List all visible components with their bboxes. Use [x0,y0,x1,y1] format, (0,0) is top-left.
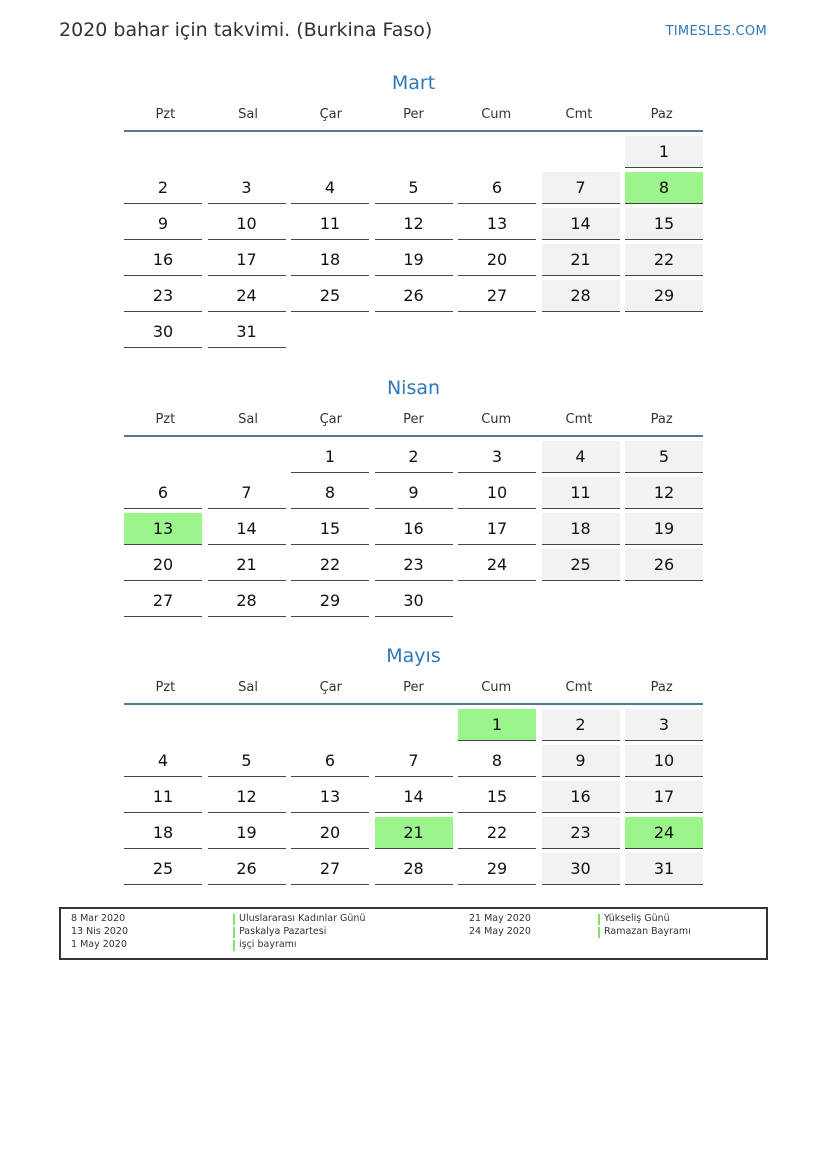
legend-date: 21 May 2020 [469,913,531,924]
day-cell[interactable]: 12 [208,781,286,813]
day-cell[interactable]: 30 [542,853,620,885]
day-cell[interactable]: 3 [458,441,536,473]
weekday-label: Sal [238,106,258,122]
holiday-day-cell[interactable]: 24 [625,817,703,849]
day-cell[interactable]: 5 [375,172,453,204]
legend-color-bar [598,914,600,925]
day-cell[interactable]: 28 [542,280,620,312]
day-cell[interactable]: 7 [375,745,453,777]
day-cell[interactable]: 9 [375,477,453,509]
day-cell[interactable]: 24 [208,280,286,312]
day-cell[interactable]: 30 [124,316,202,348]
day-cell[interactable]: 10 [625,745,703,777]
day-cell[interactable]: 11 [291,208,369,240]
day-cell[interactable]: 29 [625,280,703,312]
legend-name: Paskalya Pazartesi [239,926,327,937]
day-cell[interactable]: 18 [124,817,202,849]
day-cell[interactable]: 14 [542,208,620,240]
legend-name: Uluslararası Kadınlar Günü [239,913,366,924]
day-cell[interactable]: 16 [375,513,453,545]
day-cell[interactable]: 29 [291,585,369,617]
day-cell[interactable]: 19 [208,817,286,849]
legend-date: 13 Nis 2020 [71,926,128,937]
day-cell[interactable]: 11 [124,781,202,813]
day-cell[interactable]: 26 [625,549,703,581]
day-cell[interactable]: 31 [625,853,703,885]
day-cell[interactable]: 10 [208,208,286,240]
day-cell[interactable]: 20 [124,549,202,581]
day-grid [124,709,703,885]
legend-color-bar [598,927,600,938]
holiday-legend [59,907,768,960]
weekday-label: Per [403,411,424,427]
empty-cell [375,136,453,168]
day-cell[interactable]: 25 [542,549,620,581]
empty-cell [124,136,202,168]
weekday-label: Paz [650,411,673,427]
day-cell[interactable]: 14 [208,513,286,545]
day-cell[interactable]: 29 [458,853,536,885]
day-cell[interactable]: 18 [542,513,620,545]
legend-color-bar [233,940,235,951]
day-cell[interactable]: 24 [458,549,536,581]
day-grid [124,441,703,617]
day-cell[interactable]: 8 [291,477,369,509]
day-cell[interactable]: 3 [208,172,286,204]
day-cell[interactable]: 26 [375,280,453,312]
day-cell[interactable]: 20 [291,817,369,849]
legend-name: işçi bayramı [239,939,297,950]
day-cell[interactable]: 22 [291,549,369,581]
weekday-label: Cum [481,106,512,122]
header-separator [124,130,703,132]
day-cell[interactable]: 4 [291,172,369,204]
empty-cell [208,136,286,168]
day-cell[interactable]: 22 [458,817,536,849]
day-cell[interactable]: 15 [458,781,536,813]
weekday-label: Pzt [155,411,176,427]
day-grid [124,136,703,348]
holiday-day-cell[interactable]: 1 [458,709,536,741]
day-cell[interactable]: 26 [208,853,286,885]
weekday-label: Per [403,106,424,122]
day-cell[interactable]: 4 [542,441,620,473]
holiday-day-cell[interactable]: 8 [625,172,703,204]
day-cell[interactable]: 20 [458,244,536,276]
day-cell[interactable]: 3 [625,709,703,741]
month-title: Mart [391,72,436,94]
day-cell[interactable]: 23 [124,280,202,312]
day-cell[interactable]: 5 [208,745,286,777]
day-cell[interactable]: 13 [291,781,369,813]
empty-cell [542,136,620,168]
month-april [124,373,703,617]
day-cell[interactable]: 12 [375,208,453,240]
day-cell[interactable]: 10 [458,477,536,509]
legend-name: Yükseliş Günü [604,913,670,924]
day-cell[interactable]: 16 [542,781,620,813]
day-cell[interactable]: 17 [625,781,703,813]
weekday-label: Cum [481,411,512,427]
day-cell[interactable]: 14 [375,781,453,813]
weekday-label: Çar [319,679,342,695]
weekday-label: Çar [319,411,342,427]
day-cell[interactable]: 28 [208,585,286,617]
day-cell[interactable]: 25 [124,853,202,885]
empty-cell [291,709,369,741]
day-cell[interactable]: 18 [291,244,369,276]
month-title: Mayıs [386,645,441,667]
legend-date: 24 May 2020 [469,926,531,937]
day-cell[interactable]: 27 [458,280,536,312]
day-cell[interactable]: 31 [208,316,286,348]
weekday-label: Cmt [565,106,593,122]
day-cell[interactable]: 15 [291,513,369,545]
day-cell[interactable]: 22 [625,244,703,276]
weekday-label: Cmt [565,679,593,695]
day-cell[interactable]: 7 [542,172,620,204]
month-march [124,68,703,348]
weekday-label: Sal [238,411,258,427]
holiday-day-cell[interactable]: 21 [375,817,453,849]
day-cell[interactable]: 12 [625,477,703,509]
day-cell[interactable]: 17 [208,244,286,276]
empty-cell [291,136,369,168]
day-cell[interactable]: 9 [542,745,620,777]
day-cell[interactable]: 1 [625,136,703,168]
day-cell[interactable]: 8 [458,745,536,777]
day-cell[interactable]: 7 [208,477,286,509]
day-cell[interactable]: 23 [542,817,620,849]
header-separator [124,703,703,705]
day-cell[interactable]: 17 [458,513,536,545]
weekday-label: Paz [650,106,673,122]
day-cell[interactable]: 2 [124,172,202,204]
legend-color-bar [233,914,235,925]
header-separator [124,435,703,437]
weekday-label: Sal [238,679,258,695]
day-cell[interactable]: 28 [375,853,453,885]
brand-link[interactable]: TIMESLES.COM [665,24,767,39]
weekday-label: Cmt [565,411,593,427]
empty-cell [208,709,286,741]
month-may [124,641,703,885]
page-title: 2020 bahar için takvimi. (Burkina Faso) [59,19,433,41]
empty-cell [208,441,286,473]
weekday-header [124,671,703,703]
legend-color-bar [233,927,235,938]
day-cell[interactable]: 6 [291,745,369,777]
weekday-label: Per [403,679,424,695]
empty-cell [458,136,536,168]
day-cell[interactable]: 11 [542,477,620,509]
empty-cell [124,441,202,473]
day-cell[interactable]: 19 [375,244,453,276]
day-cell[interactable]: 2 [375,441,453,473]
weekday-label: Pzt [155,106,176,122]
weekday-label: Pzt [155,679,176,695]
day-cell[interactable]: 30 [375,585,453,617]
day-cell[interactable]: 1 [291,441,369,473]
day-cell[interactable]: 6 [124,477,202,509]
empty-cell [124,709,202,741]
day-cell[interactable]: 5 [625,441,703,473]
day-cell[interactable]: 16 [124,244,202,276]
legend-date: 1 May 2020 [71,939,127,950]
day-cell[interactable]: 13 [458,208,536,240]
month-title: Nisan [386,377,441,399]
day-cell[interactable]: 2 [542,709,620,741]
day-cell[interactable]: 21 [542,244,620,276]
empty-cell [375,709,453,741]
day-cell[interactable]: 27 [291,853,369,885]
weekday-label: Cum [481,679,512,695]
day-cell[interactable]: 19 [625,513,703,545]
day-cell[interactable]: 6 [458,172,536,204]
weekday-header [124,403,703,435]
weekday-header [124,98,703,130]
day-cell[interactable]: 27 [124,585,202,617]
legend-date: 8 Mar 2020 [71,913,126,924]
day-cell[interactable]: 4 [124,745,202,777]
legend-name: Ramazan Bayramı [604,926,691,937]
day-cell[interactable]: 25 [291,280,369,312]
day-cell[interactable]: 15 [625,208,703,240]
weekday-label: Çar [319,106,342,122]
holiday-day-cell[interactable]: 13 [124,513,202,545]
weekday-label: Paz [650,679,673,695]
day-cell[interactable]: 23 [375,549,453,581]
day-cell[interactable]: 9 [124,208,202,240]
day-cell[interactable]: 21 [208,549,286,581]
